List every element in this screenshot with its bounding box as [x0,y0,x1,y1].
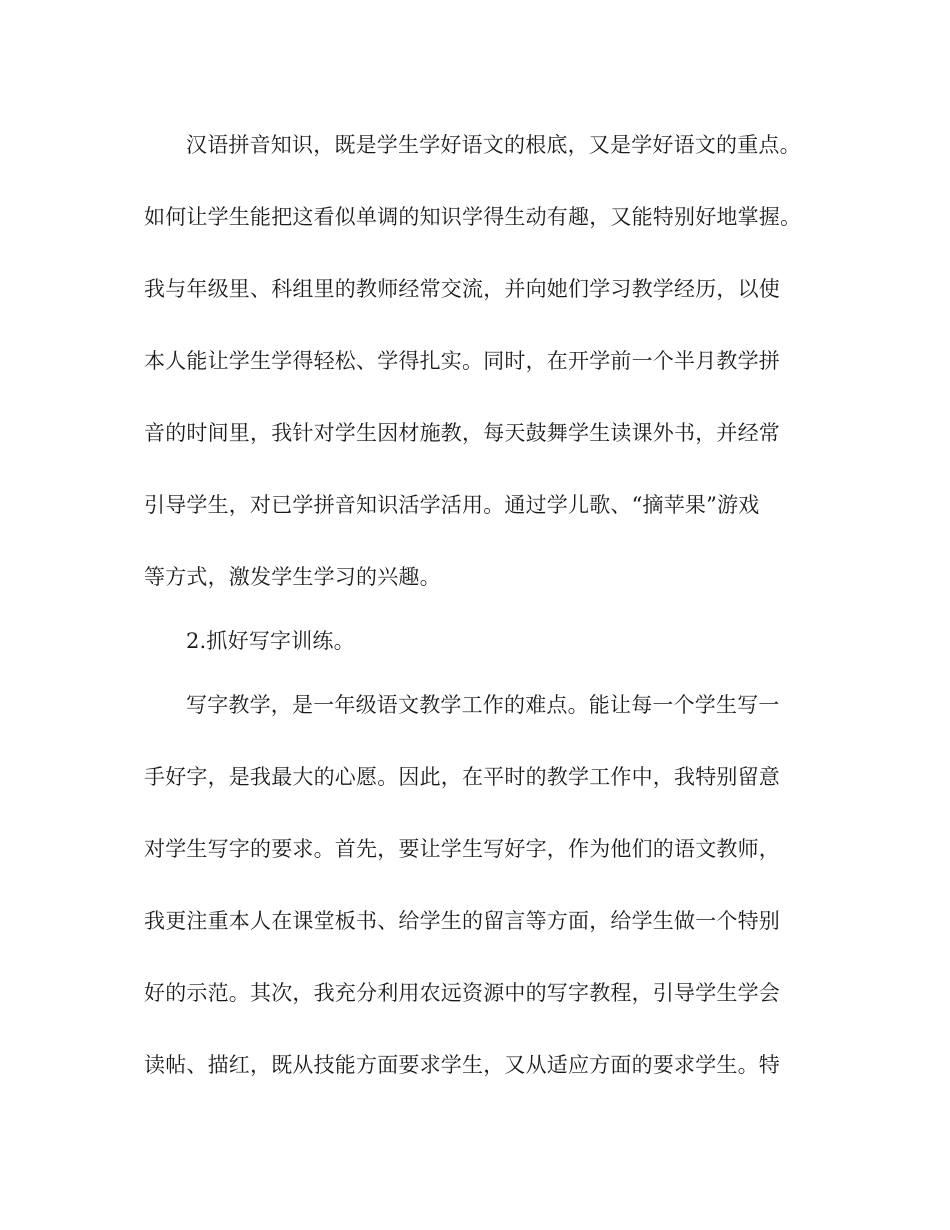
text-line-1: 汉语拼音知识，既是学生学好语文的根底，又是学好语文的重点。 [186,133,801,157]
text-line-3: 我与年级里、科组里的教师经常交流，并向她们学习教学经历，以使 [144,277,780,301]
text-line-11: 对学生写字的要求。首先，要让学生写好字，作为他们的语文教师， [144,837,780,861]
text-line-12: 我更注重本人在课堂板书、给学生的留言等方面，给学生做一个特别 [144,909,780,933]
section-heading: 2.抓好写字训练。 [186,629,355,653]
text-line-6: 引导学生，对已学拼音知识活学活用。通过学儿歌、“摘苹果”游戏 [144,493,760,517]
text-line-2: 如何让学生能把这看似单调的知识学得生动有趣，又能特别好地掌握。 [144,205,802,229]
text-line-9: 写字教学，是一年级语文教学工作的难点。能让每一个学生写一 [186,693,780,717]
text-line-10: 手好字，是我最大的心愿。因此，在平时的教学工作中，我特别留意 [144,765,780,789]
text-line-5: 音的时间里，我针对学生因材施教，每天鼓舞学生读课外书，并经常 [144,421,780,445]
text-line-7: 等方式，激发学生学习的兴趣。 [144,565,441,589]
text-line-4: 本人能让学生学得轻松、学得扎实。同时，在开学前一个半月教学拼 [144,349,780,373]
text-line-13: 好的示范。其次，我充分利用农远资源中的写字教程，引导学生学会 [144,981,780,1005]
text-line-14: 读帖、描红，既从技能方面要求学生，又从适应方面的要求学生。特 [144,1053,780,1077]
